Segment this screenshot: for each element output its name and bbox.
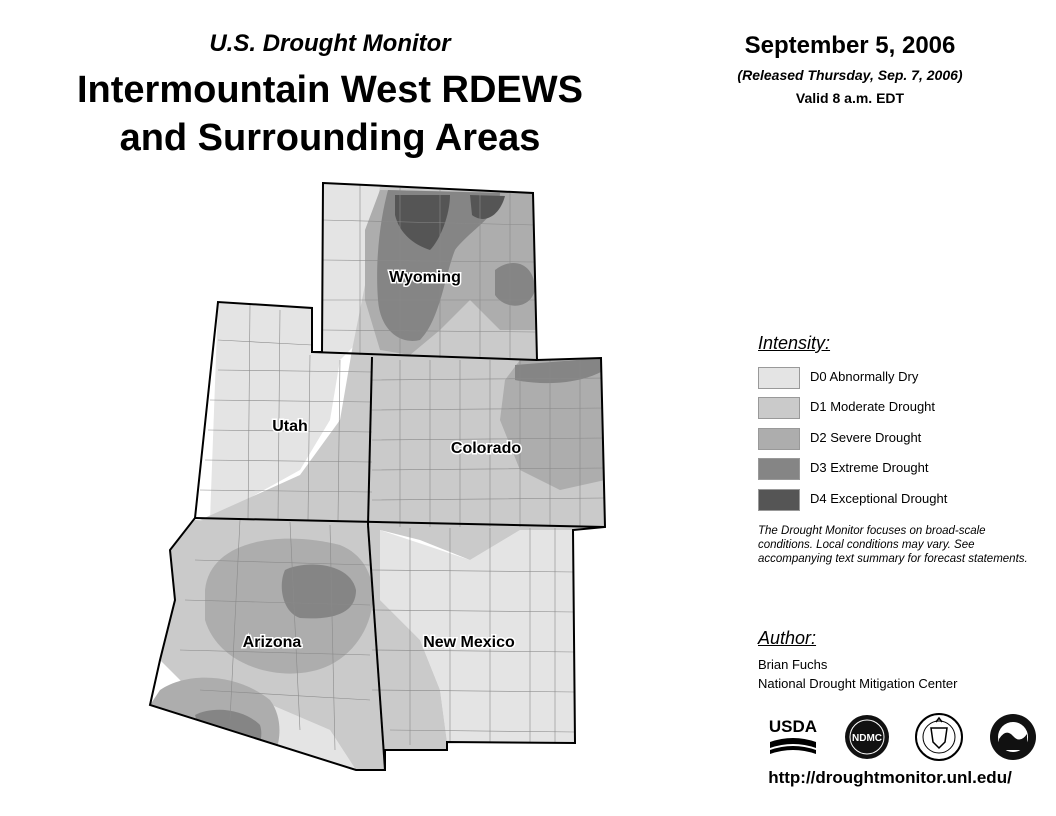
usda-logo-text: USDA	[768, 717, 818, 736]
legend-item-d2	[758, 428, 1018, 450]
legend-item-d0	[758, 367, 1018, 389]
legend-item-d3	[758, 458, 1018, 480]
legend-label: D0 Abnormally Dry	[810, 369, 919, 384]
title-line-2: and Surrounding Areas	[119, 117, 541, 159]
legend-swatch	[758, 458, 800, 480]
map-subtitle: U.S. Drought Monitor	[209, 30, 451, 57]
legend-swatch	[758, 397, 800, 419]
legend-item-d4	[758, 489, 1018, 511]
legend-label: D4 Exceptional Drought	[810, 491, 948, 506]
author-org: National Drought Mitigation Center	[758, 676, 958, 691]
title-line-1: Intermountain West RDEWS	[77, 69, 583, 111]
commerce-seal-logo	[912, 712, 966, 762]
ndmc-logo	[840, 712, 894, 762]
legend-swatch	[758, 367, 800, 389]
state-label-arizona: Arizona	[242, 634, 302, 651]
release-date: (Released Thursday, Sep. 7, 2006)	[737, 67, 963, 83]
state-label-new-mexico: New Mexico	[423, 634, 515, 651]
state-label-utah: Utah	[272, 418, 308, 435]
legend-label: D2 Severe Drought	[810, 430, 922, 445]
state-label-colorado: Colorado	[450, 440, 522, 457]
ndmc-logo-text: NDMC	[852, 733, 882, 744]
valid-time: Valid 8 a.m. EDT	[795, 90, 905, 106]
legend-label: D3 Extreme Drought	[810, 460, 929, 475]
legend-swatch	[758, 428, 800, 450]
author-name: Brian Fuchs	[758, 657, 828, 672]
legend-swatch	[758, 489, 800, 511]
legend-title: Intensity:	[758, 333, 831, 353]
author-title: Author:	[758, 628, 817, 648]
map-date: September 5, 2006	[744, 32, 956, 59]
legend-item-d1	[758, 397, 1018, 419]
state-label-wyoming: Wyoming	[389, 269, 461, 286]
usda-logo	[766, 712, 820, 762]
website-url[interactable]: http://droughtmonitor.unl.edu/	[768, 768, 1012, 787]
noaa-logo	[986, 712, 1040, 762]
legend-label: D1 Moderate Drought	[810, 399, 936, 414]
disclaimer-note: The Drought Monitor focuses on broad-scale conditions. Local conditions may vary. See accompanying text summary for forecast statements.	[758, 525, 1028, 565]
